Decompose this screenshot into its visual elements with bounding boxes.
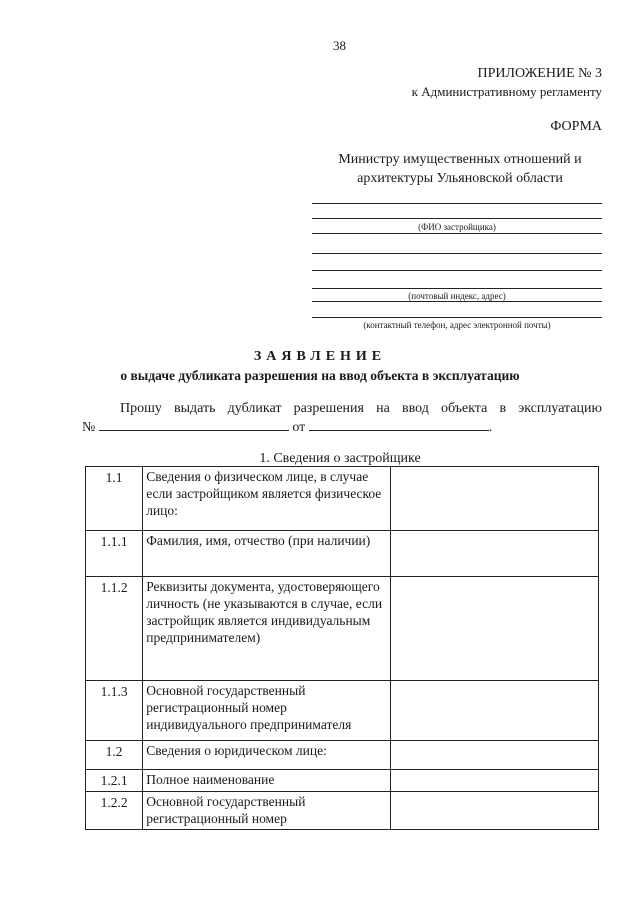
hint-postal: (почтовый индекс, адрес) [408,291,506,301]
from-label: от [292,420,306,435]
form-label: ФОРМА [550,119,602,134]
request-paragraph [82,399,602,437]
row-number: 1.2.1 [86,770,143,792]
row-number: 1.1.1 [86,531,143,577]
row-label: Фамилия, имя, отчество (при наличии) [143,531,391,577]
row-number: 1.2.2 [86,792,143,830]
row-number: 1.1.3 [86,681,143,741]
addressee: Министру имущественных отношений и архитектуры Ульяновской области [338,152,582,186]
developer-info-table [85,466,599,830]
row-value-field[interactable] [391,681,599,741]
section-title: 1. Сведения о застройщике [259,451,421,466]
applicant-line-1 [312,203,602,204]
permit-number-blank[interactable] [99,418,289,431]
address-line-2 [312,270,602,271]
row-value-field[interactable] [391,770,599,792]
row-number: 1.1.2 [86,577,143,681]
table-row [86,770,599,792]
page-number: 38 [333,38,346,53]
row-value-field[interactable] [391,531,599,577]
applicant-line-2 [312,218,602,219]
address-line-1 [312,253,602,254]
table-row [86,531,599,577]
hint-contact: (контактный телефон, адрес электронной почты) [363,320,551,330]
contact-line [312,317,602,318]
row-label: Сведения о физическом лице, в случае если застройщиком является физическое лицо: [143,467,391,531]
row-label: Реквизиты документа, удостоверяющего личность (не указываются в случае, если застройщик является индивидуальным предпринимателем) [143,577,391,681]
hint-fio: (ФИО застройщика) [418,222,496,232]
row-label: Основной государственный регистрационный номер индивидуального предпринимателя [143,681,391,741]
permit-date-blank[interactable] [309,418,489,431]
row-value-field[interactable] [391,741,599,770]
request-line-1 [82,399,602,418]
table-row [86,741,599,770]
row-label: Полное наименование [143,770,391,792]
table-row [86,467,599,531]
document-title: ЗАЯВЛЕНИЕ [253,349,387,364]
table-row [86,792,599,830]
table-row [86,681,599,741]
appendix-title: ПРИЛОЖЕНИЕ № 3 [477,66,602,81]
number-sign: № [82,420,96,435]
applicant-line-3 [312,233,602,234]
row-value-field[interactable] [391,577,599,681]
document-subtitle: о выдаче дубликата разрешения на ввод объекта в эксплуатацию [120,368,520,383]
table-body [86,467,599,830]
appendix-subtitle: к Административному регламенту [411,84,602,99]
table-row [86,577,599,681]
request-line-2 [82,420,492,435]
row-number: 1.1 [86,467,143,531]
request-end: . [488,420,493,435]
row-value-field[interactable] [391,792,599,830]
row-number: 1.2 [86,741,143,770]
address-line-4 [312,301,602,302]
row-label: Основной государственный регистрационный номер [143,792,391,830]
row-value-field[interactable] [391,467,599,531]
row-label: Сведения о юридическом лице: [143,741,391,770]
address-line-3 [312,288,602,289]
request-text: Прошу выдать дубликат разрешения на ввод объекта в эксплуатацию [120,401,602,416]
